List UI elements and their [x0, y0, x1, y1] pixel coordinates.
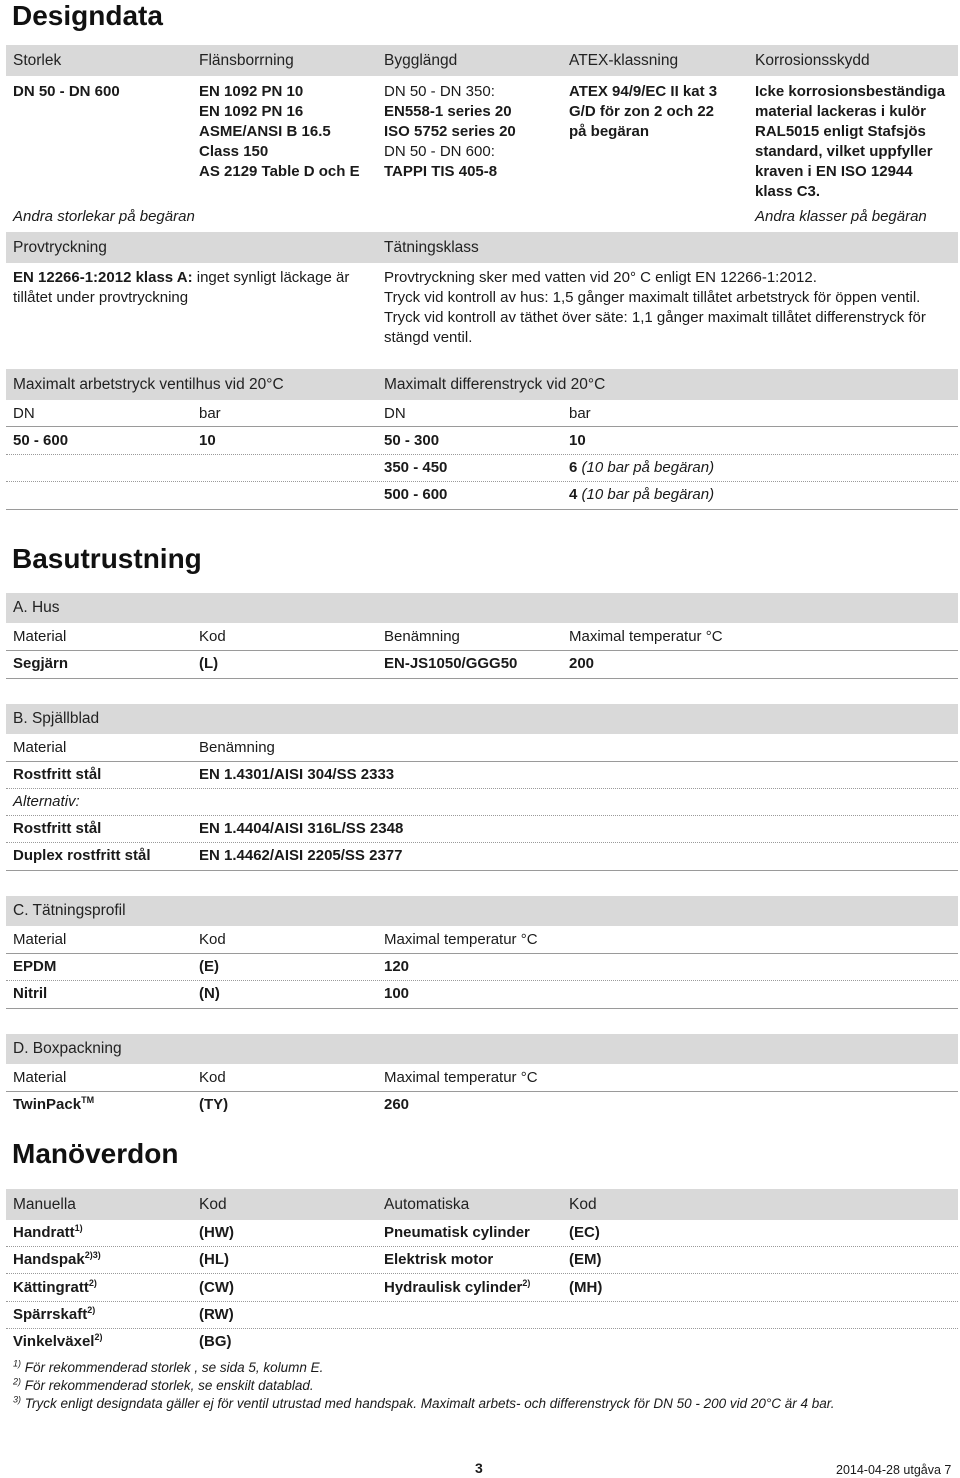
section-b-bar: [6, 704, 958, 734]
col-kod: Kod: [199, 1069, 226, 1086]
section-title-basutrustning: Basutrustning: [12, 543, 202, 574]
pressure-right-dn: 500 - 600: [384, 486, 448, 503]
hus-benamning: EN-JS1050/GGG50: [384, 655, 518, 672]
prov-right-text: Provtryckning sker med vatten vid 20° C enligt EN 12266-1:2012. Tryck vid kontroll av hus: 1,5 gånger maximalt tillåtet arbetstryck för öppen ventil. Tryck vid kontroll av täthet över säte: 1,1 gånger maximalt tillåtet differenstryck för stängd ventil.: [384, 269, 926, 346]
hus-kod: (L): [199, 655, 219, 672]
section-b-header: B. Spjällblad: [13, 710, 100, 727]
divider: [6, 454, 958, 455]
spjall-material: Rostfritt stål: [13, 820, 102, 837]
section-c-header: C. Tätningsprofil: [13, 902, 126, 919]
alternativ-label: Alternativ:: [13, 793, 80, 810]
col-max-arbetstryck: Maximalt arbetstryck ventilhus vid 20°C: [13, 376, 284, 393]
col-max-temp: Maximal temperatur °C: [384, 1069, 538, 1086]
pressure-right-bar: 4 (10 bar på begäran): [569, 486, 715, 503]
boxpackning-kod: (TY): [199, 1096, 229, 1113]
auto-name: Elektrisk motor: [384, 1251, 494, 1268]
divider: [6, 1091, 958, 1092]
col-kod: Kod: [199, 1196, 227, 1213]
col-kod: Kod: [199, 931, 226, 948]
divider: [6, 426, 958, 427]
divider: [6, 1246, 958, 1247]
col-benamning: Benämning: [199, 739, 275, 756]
boxpackning-material: TwinPack™: [13, 1095, 95, 1113]
manual-kod: (RW): [199, 1306, 234, 1323]
page-title: Designdata: [12, 0, 163, 31]
design-header-bar: [6, 45, 958, 76]
col-benamning: Benämning: [384, 628, 460, 645]
divider: [6, 815, 958, 816]
divider: [6, 650, 958, 651]
col-korr: Korrosionsskydd: [755, 52, 870, 69]
col-material: Material: [13, 628, 67, 645]
andra-klasser-note: Andra klasser på begäran: [755, 208, 927, 225]
col-storlek: Storlek: [13, 52, 62, 69]
divider: [6, 509, 958, 510]
section-d-header: D. Boxpackning: [13, 1040, 122, 1057]
pressure-right-dn: 350 - 450: [384, 459, 448, 476]
tatning-kod: (E): [199, 958, 219, 975]
divider: [6, 1328, 958, 1329]
edition-date: 2014-04-28 utgåva 7: [836, 1463, 952, 1477]
hus-material: Segjärn: [13, 655, 69, 672]
col-automatiska: Automatiska: [384, 1196, 470, 1213]
divider: [6, 1273, 958, 1274]
col-max-differenstryck: Maximalt differenstryck vid 20°C: [384, 376, 606, 393]
divider: [6, 1301, 958, 1302]
col-material: Material: [13, 739, 67, 756]
col-material: Material: [13, 931, 67, 948]
pressure-left-bar: 10: [199, 432, 216, 449]
col-kod: Kod: [569, 1196, 597, 1213]
manoverdon-header-bar: [6, 1189, 958, 1220]
andra-storlekar-note: Andra storlekar på begäran: [13, 208, 195, 225]
auto-kod: (EM): [569, 1251, 602, 1268]
spjall-benamning: EN 1.4404/AISI 316L/SS 2348: [199, 820, 404, 837]
auto-name: Pneumatisk cylinder: [384, 1224, 530, 1241]
korr-list: Icke korrosionsbeständiga material lackeras i kulör RAL5015 enligt Stafsjös standard, vilket uppfyller kraven i EN ISO 12944 klass C3.: [755, 83, 946, 200]
divider: [6, 788, 958, 789]
manual-name: Kättingratt$^{2)}$: [13, 1278, 97, 1296]
auto-kod: (EC): [569, 1224, 600, 1241]
manual-kod: (HL): [199, 1251, 229, 1268]
auto-kod: (MH): [569, 1279, 603, 1296]
footnote: $^{2)}$ För rekommenderad storlek, se enskilt datablad.: [13, 1376, 314, 1393]
boxpackning-temp: 260: [384, 1096, 410, 1113]
tatning-temp: 120: [384, 958, 410, 975]
col-provtryckning: Provtryckning: [13, 239, 107, 256]
manual-name: Handspak$^{2)3)}$: [13, 1250, 101, 1268]
divider: [6, 761, 958, 762]
divider: [6, 953, 958, 954]
col-atex: ATEX-klassning: [569, 52, 679, 69]
tatning-material: EPDM: [13, 958, 57, 975]
col-max-temp: Maximal temperatur °C: [569, 628, 723, 645]
pressure-right-dn: 50 - 300: [384, 432, 440, 449]
divider: [6, 678, 958, 679]
col-manuella: Manuella: [13, 1196, 76, 1213]
divider: [6, 1008, 958, 1009]
pressure-col-dn-left: DN: [13, 405, 35, 422]
storlek-value: DN 50 - DN 600: [13, 83, 120, 100]
section-a-header: A. Hus: [13, 599, 60, 616]
page-number: 3: [475, 1460, 483, 1476]
section-a-bar: [6, 593, 958, 623]
divider: [6, 481, 958, 482]
pressure-col-bar-right: bar: [569, 405, 591, 422]
prov-left-text: EN 12266-1:2012 klass A: inget synligt läckage är tillåtet under provtryckning: [13, 269, 350, 306]
manual-kod: (HW): [199, 1224, 234, 1241]
manual-name: Spärrskaft$^{2)}$: [13, 1305, 96, 1323]
prov-header-bar: [6, 232, 958, 263]
col-kod: Kod: [199, 628, 226, 645]
divider: [6, 842, 958, 843]
col-max-temp: Maximal temperatur °C: [384, 931, 538, 948]
pressure-left-dn: 50 - 600: [13, 432, 69, 449]
col-material: Material: [13, 1069, 67, 1086]
spjall-material: Rostfritt stål: [13, 766, 102, 783]
pressure-col-bar-left: bar: [199, 405, 221, 422]
manual-kod: (CW): [199, 1279, 234, 1296]
tatning-material: Nitril: [13, 985, 48, 1002]
spjall-benamning: EN 1.4462/AISI 2205/SS 2377: [199, 847, 403, 864]
auto-name: Hydraulisk cylinder$^{2)}$: [384, 1278, 531, 1296]
pressure-right-bar: 6 (10 bar på begäran): [569, 459, 715, 476]
tatning-kod: (N): [199, 985, 220, 1002]
col-flans: Flänsborrning: [199, 52, 294, 69]
pressure-header-bar: [6, 369, 958, 400]
col-tatningsklass: Tätningsklass: [384, 239, 479, 256]
flans-list: EN 1092 PN 10 EN 1092 PN 16 ASME/ANSI B 16.5 Class 150 AS 2129 Table D och E: [199, 83, 360, 180]
hus-temp: 200: [569, 655, 595, 672]
manual-kod: (BG): [199, 1333, 232, 1350]
divider: [6, 980, 958, 981]
atex-list: ATEX 94/9/EC II kat 3 G/D för zon 2 och 22 på begäran: [569, 83, 718, 140]
col-bygg: Bygglängd: [384, 52, 458, 69]
spjall-benamning: EN 1.4301/AISI 304/SS 2333: [199, 766, 395, 783]
manual-name: Handratt$^{1)}$: [13, 1223, 83, 1241]
pressure-col-dn-right: DN: [384, 405, 406, 422]
bygg-list: DN 50 - DN 350: EN558-1 series 20 ISO 5752 series 20 DN 50 - DN 600: TAPPI TIS 405-8: [384, 83, 516, 180]
footnote: $^{1)}$ För rekommenderad storlek , se sida 5, kolumn E.: [13, 1358, 324, 1375]
spjall-material: Duplex rostfritt stål: [13, 847, 151, 864]
section-title-manoverdon: Manöverdon: [12, 1138, 179, 1169]
divider: [6, 870, 958, 871]
tatning-temp: 100: [384, 985, 410, 1002]
footnote: $^{3)}$ Tryck enligt designdata gäller ej för ventil utrustad med handspak. Maximalt arbets- och differenstryck för DN 50 - 200 vid 20°C är 4 bar.: [13, 1394, 835, 1411]
manual-name: Vinkelväxel$^{2)}$: [13, 1332, 103, 1350]
section-d-bar: [6, 1034, 958, 1064]
pressure-right-bar: 10: [569, 432, 586, 449]
section-c-bar: [6, 896, 958, 926]
